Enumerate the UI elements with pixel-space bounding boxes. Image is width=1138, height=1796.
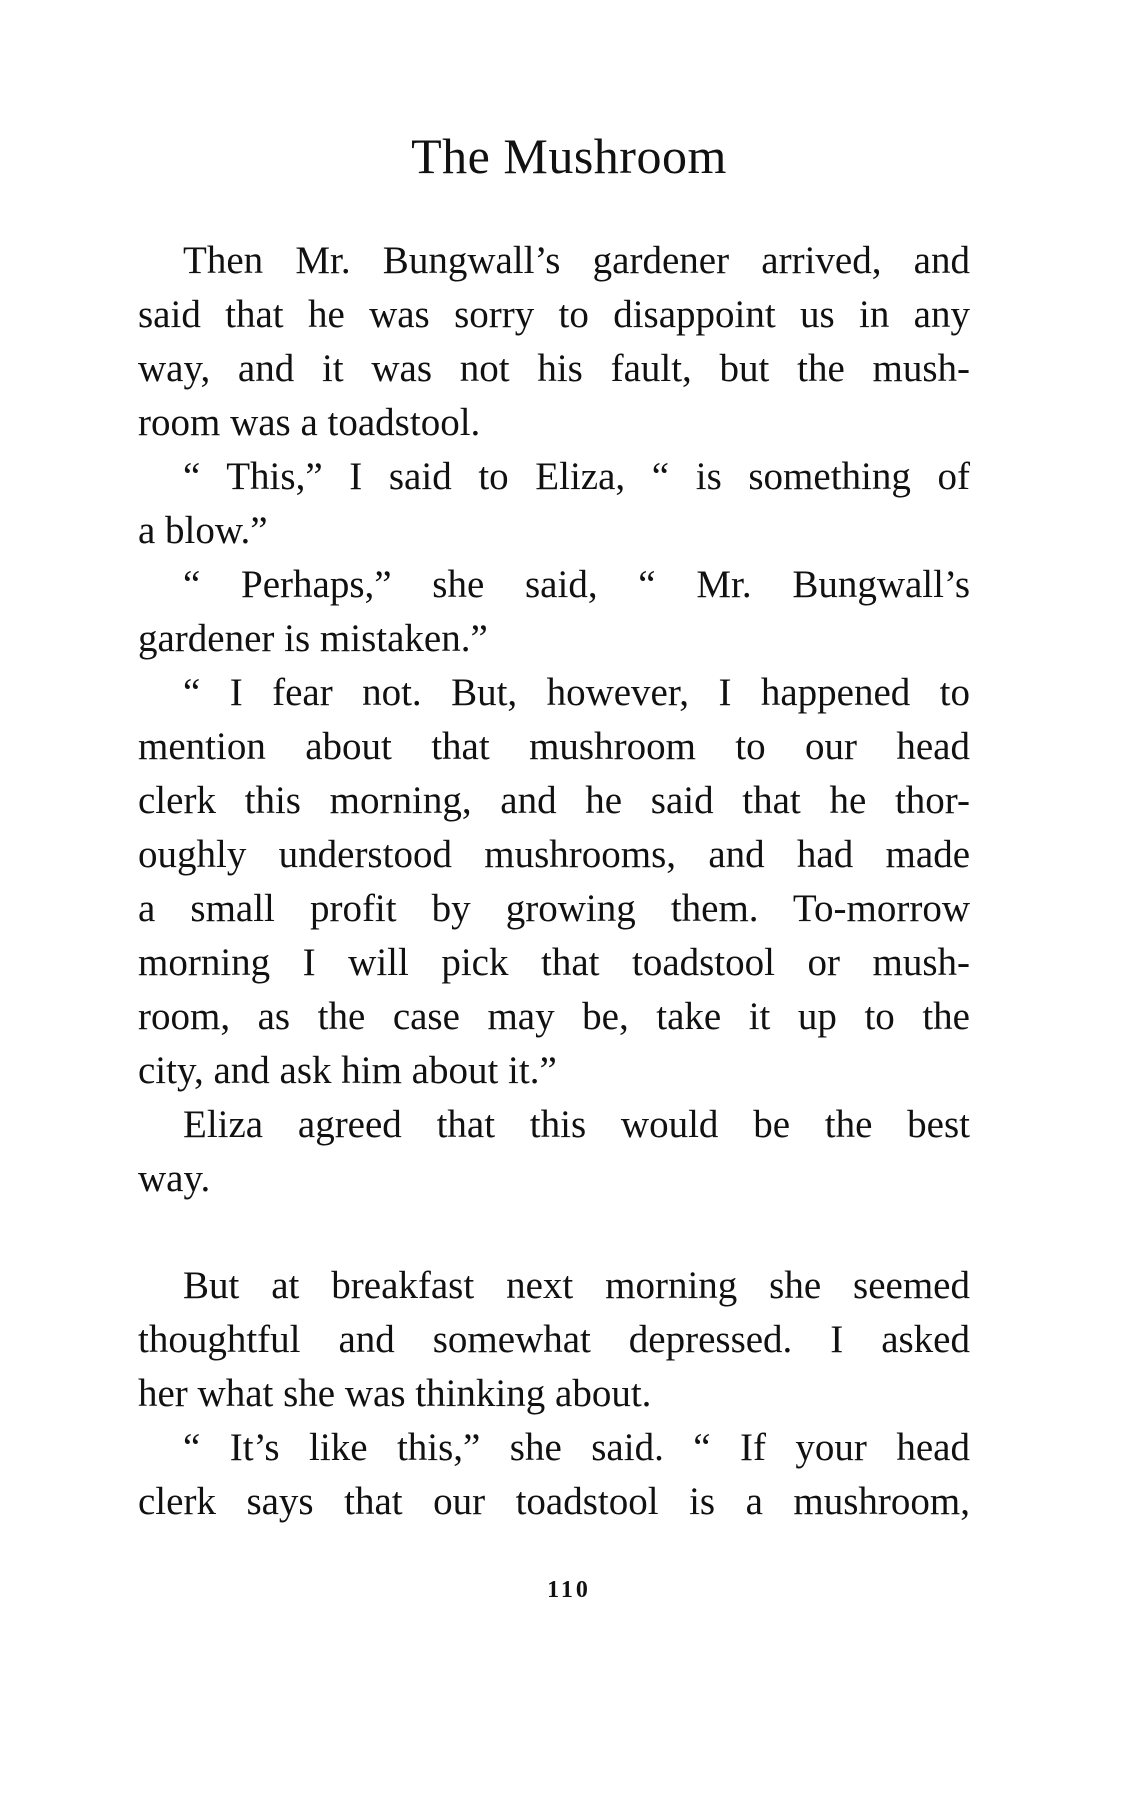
- text-line: “ This,” I said to Eliza, “ is something of: [183, 455, 970, 498]
- running-head: The Mushroom: [411, 128, 727, 184]
- text-line: her what she was thinking about.: [138, 1372, 652, 1415]
- text-line: morning I will pick that toadstool or mush-: [138, 941, 970, 984]
- text-line: thoughtful and somewhat depressed. I asked: [138, 1318, 970, 1361]
- text-line: oughly understood mushrooms, and had made: [138, 833, 970, 876]
- text-line: way, and it was not his fault, but the mush-: [138, 347, 970, 390]
- text-line: Then Mr. Bungwall’s gardener arrived, and: [183, 239, 970, 282]
- text-line: way.: [138, 1157, 211, 1200]
- text-line: clerk says that our toadstool is a mushroom,: [138, 1480, 970, 1523]
- text-line: “ Perhaps,” she said, “ Mr. Bungwall’s: [183, 563, 970, 606]
- text-line: room was a toadstool.: [138, 401, 481, 444]
- text-line: a small profit by growing them. To-morrow: [138, 887, 970, 930]
- page-number: 110: [547, 1577, 591, 1603]
- text-line: But at breakfast next morning she seemed: [183, 1264, 970, 1307]
- text-line: said that he was sorry to disappoint us in any: [138, 293, 970, 336]
- text-line: gardener is mistaken.”: [138, 617, 488, 660]
- text-line: city, and ask him about it.”: [138, 1049, 557, 1092]
- text-line: mention about that mushroom to our head: [138, 725, 970, 768]
- text-line: “ It’s like this,” she said. “ If your head: [183, 1426, 970, 1469]
- text-line: a blow.”: [138, 509, 268, 552]
- text-line: room, as the case may be, take it up to the: [138, 995, 970, 1038]
- body-text: [138, 234, 970, 1529]
- text-line: clerk this morning, and he said that he thor-: [138, 779, 970, 822]
- text-line: Eliza agreed that this would be the best: [183, 1103, 970, 1146]
- text-line: “ I fear not. But, however, I happened to: [183, 671, 970, 714]
